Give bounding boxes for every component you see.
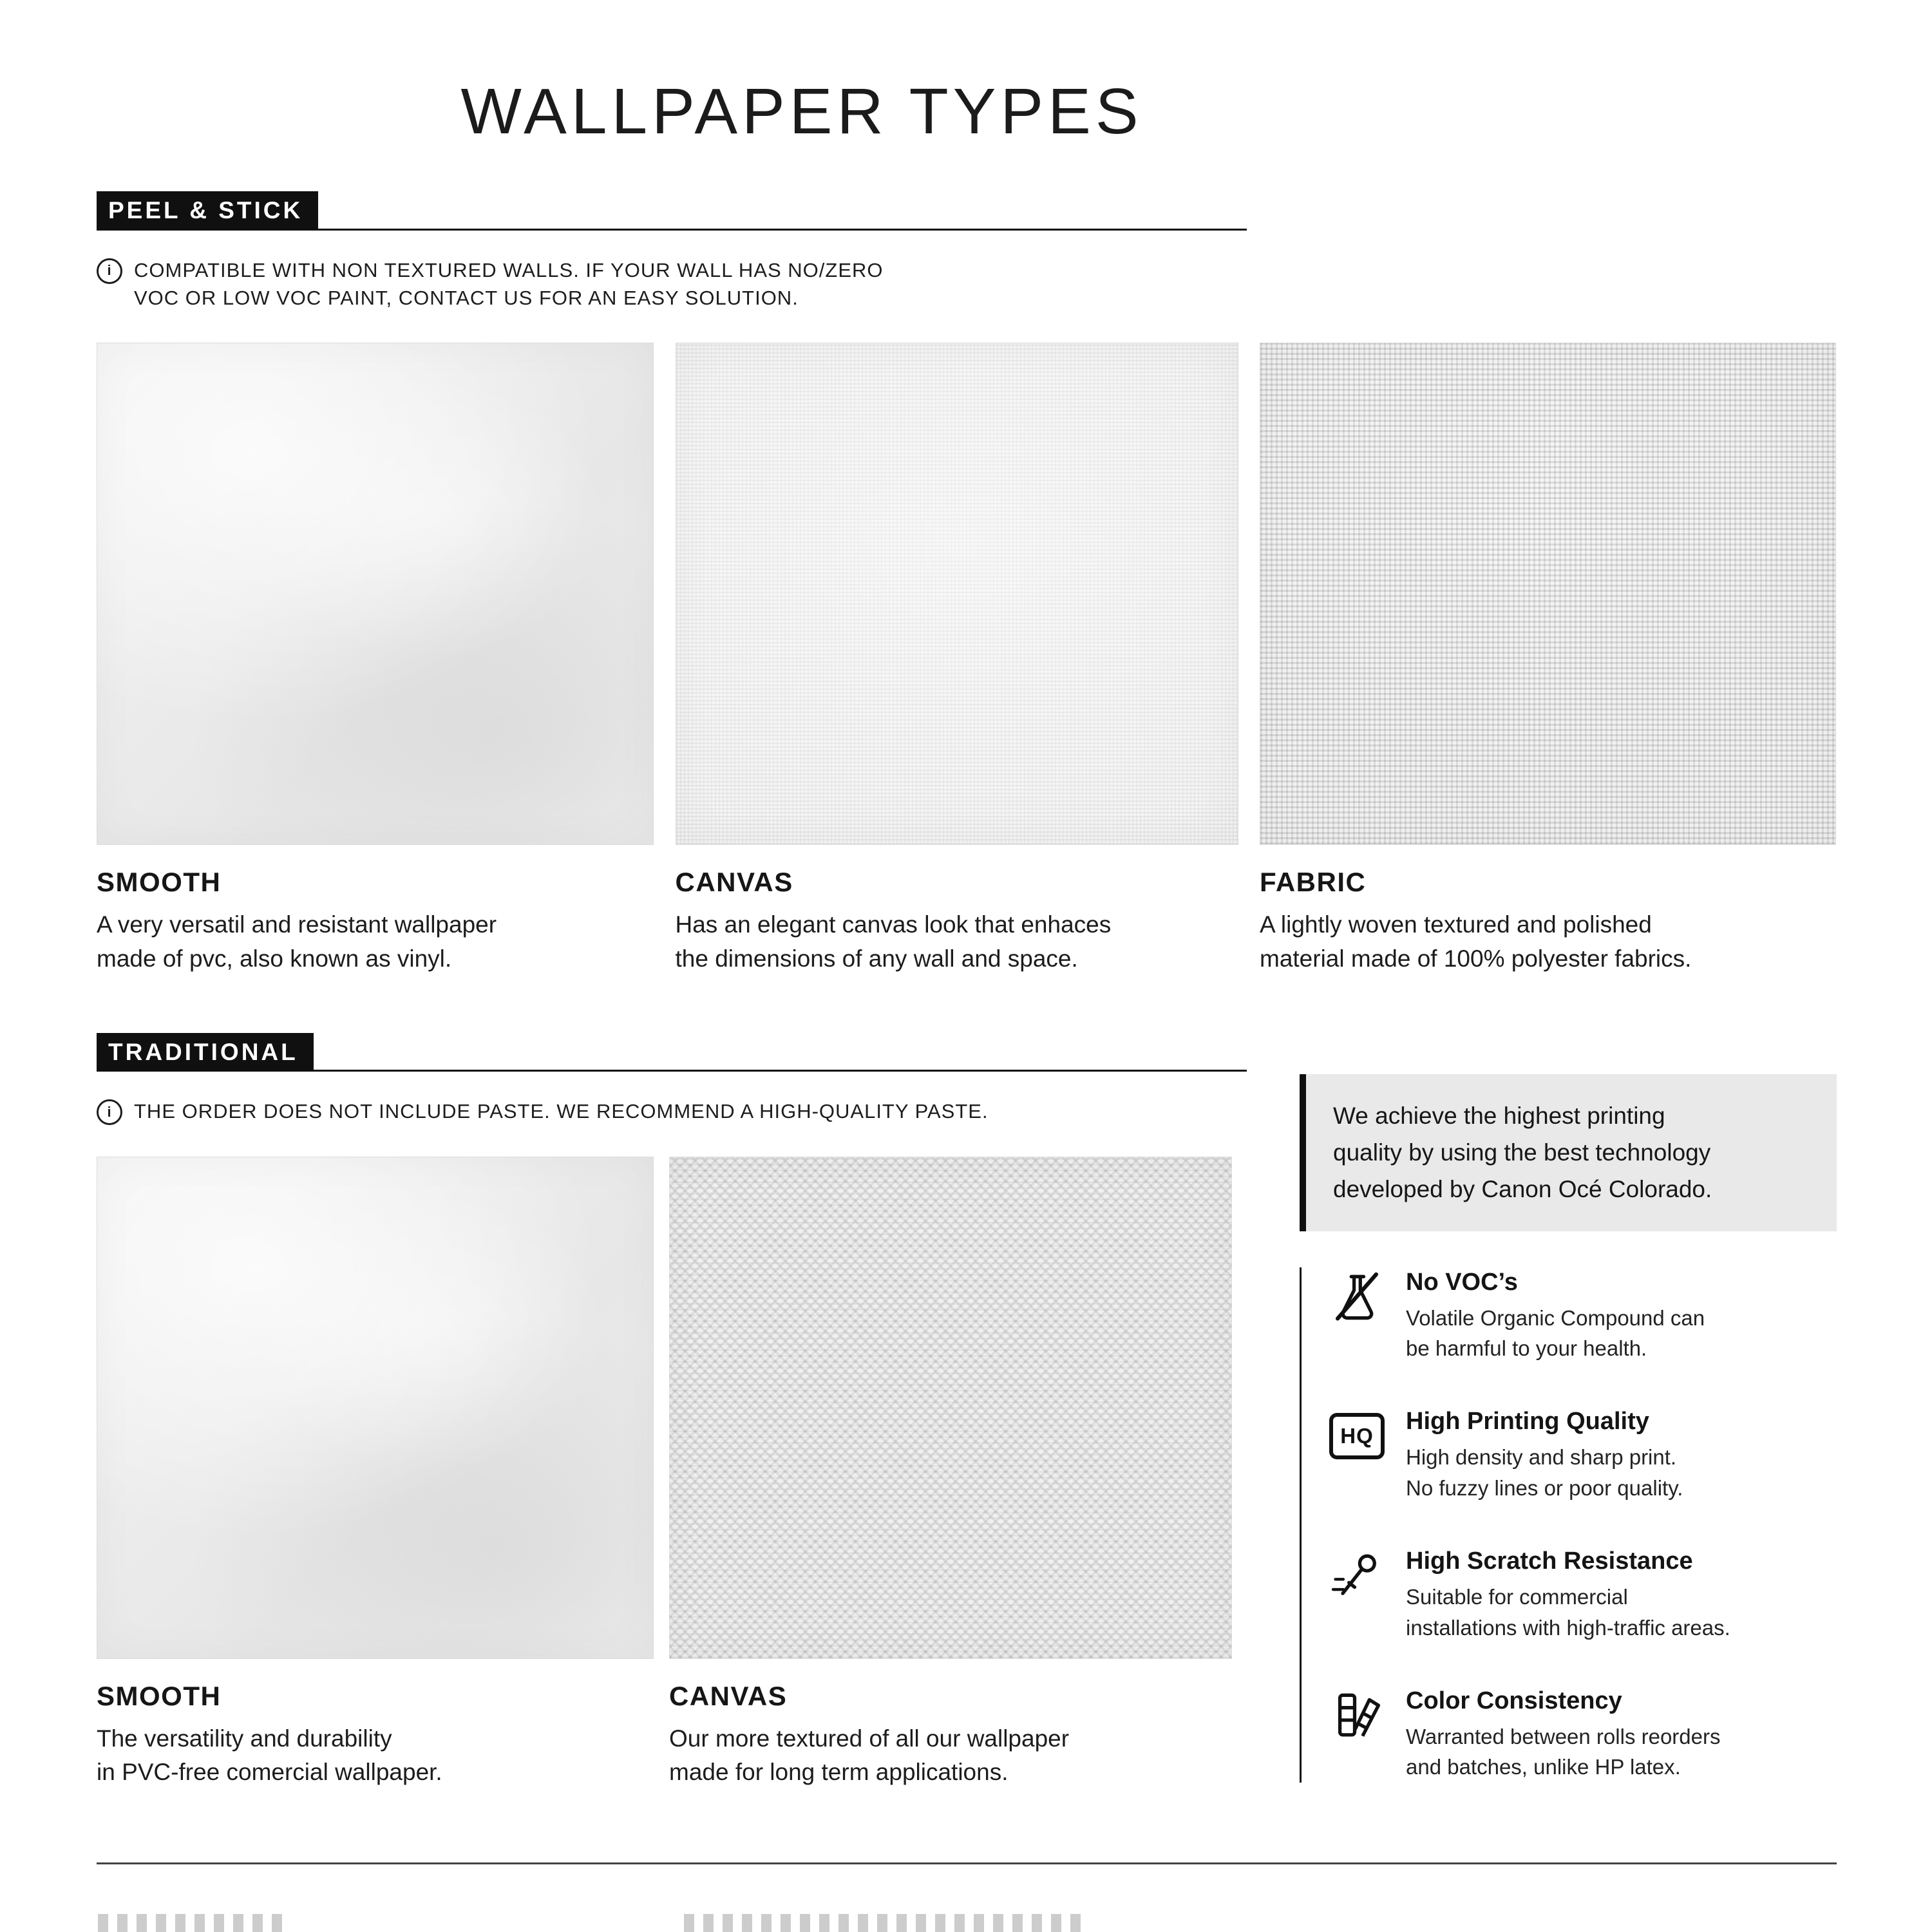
- desc-line: the dimensions of any wall and space.: [675, 945, 1078, 972]
- swatch-card-canvas-traditional: [669, 1157, 1232, 1790]
- swatch-name: CANVAS: [669, 1680, 788, 1711]
- swatch-image-canvas: [676, 343, 1238, 845]
- feature-title: No VOC’s: [1406, 1268, 1518, 1296]
- swatch-description: [97, 1722, 654, 1790]
- desc-line: made for long term applications.: [669, 1759, 1009, 1786]
- desc-line: material made of 100% polyester fabrics.: [1260, 945, 1692, 972]
- desc-line: No fuzzy lines or poor quality.: [1406, 1476, 1683, 1501]
- feature-description: [1406, 1582, 1730, 1643]
- swatch-description: [1260, 908, 1836, 976]
- swatch-image-canvas-traditional: [669, 1157, 1232, 1659]
- swatch-name: SMOOTH: [97, 867, 222, 898]
- desc-line: Volatile Organic Compound can: [1406, 1305, 1705, 1330]
- swatch-name: CANVAS: [675, 867, 793, 898]
- info-icon: [97, 1099, 122, 1125]
- section-tag-traditional: TRADITIONAL: [97, 1033, 314, 1072]
- statement-line: developed by Canon Océ Colorado.: [1333, 1176, 1712, 1203]
- cropped-text-fragment: [684, 1914, 1083, 1932]
- no-voc-icon: [1327, 1267, 1387, 1327]
- section-tag-peel-stick: PEEL & STICK: [97, 191, 318, 231]
- hq-icon-label: HQ: [1329, 1413, 1385, 1459]
- traditional-swatch-row: [97, 1157, 1249, 1790]
- feature-title: High Printing Quality: [1406, 1408, 1649, 1435]
- feature-high-printing-quality: [1327, 1406, 1837, 1504]
- page-title: WALLPAPER TYPES: [460, 75, 1143, 147]
- traditional-section: [97, 1033, 1836, 1790]
- desc-line: made of pvc, also known as vinyl.: [97, 945, 452, 972]
- note-line: COMPATIBLE WITH NON TEXTURED WALLS. IF YOUR WALL HAS NO/ZERO: [134, 258, 884, 281]
- desc-line: Suitable for commercial: [1406, 1584, 1628, 1609]
- feature-title: Color Consistency: [1406, 1687, 1622, 1714]
- section-rule: [314, 1070, 1247, 1072]
- cropped-text-fragment: [98, 1914, 291, 1932]
- desc-line: A very versatil and resistant wallpaper: [97, 911, 497, 938]
- desc-line: installations with high-traffic areas.: [1406, 1615, 1730, 1640]
- swatch-name: SMOOTH: [97, 1680, 222, 1711]
- swatch-description: [669, 1722, 1232, 1790]
- desc-line: Has an elegant canvas look that enhaces: [675, 911, 1112, 938]
- scratch-icon: [1327, 1546, 1387, 1605]
- desc-line: A lightly woven textured and polished: [1260, 911, 1652, 938]
- swatch-card-smooth-traditional: [97, 1157, 654, 1790]
- feature-description: [1406, 1721, 1721, 1783]
- desc-line: Warranted between rolls reorders: [1406, 1724, 1721, 1748]
- swatchbook-icon: [1327, 1686, 1387, 1745]
- statement-line: We achieve the highest printing: [1333, 1102, 1665, 1129]
- section-header-traditional: [97, 1033, 1247, 1072]
- swatch-name: FABRIC: [1260, 867, 1367, 898]
- swatch-image-fabric: [1260, 343, 1836, 845]
- note-line: THE ORDER DOES NOT INCLUDE PASTE. WE RECOMMEND A HIGH-QUALITY PASTE.: [134, 1100, 989, 1123]
- feature-no-voc: [1327, 1267, 1837, 1365]
- feature-color-consistency: [1327, 1686, 1837, 1783]
- desc-line: High density and sharp print.: [1406, 1445, 1677, 1470]
- note-line: VOC OR LOW VOC PAINT, CONTACT US FOR AN EASY SOLUTION.: [134, 287, 799, 310]
- traditional-note-text: [134, 1097, 989, 1125]
- feature-list: [1300, 1267, 1837, 1783]
- desc-line: The versatility and durability: [97, 1725, 392, 1752]
- feature-high-scratch-resistance: [1327, 1546, 1837, 1643]
- hq-icon: [1327, 1406, 1387, 1466]
- desc-line: Our more textured of all our wallpaper: [669, 1725, 1070, 1752]
- desc-line: and batches, unlike HP latex.: [1406, 1755, 1681, 1779]
- section-header-peel-stick: [97, 191, 1247, 231]
- desc-line: be harmful to your health.: [1406, 1336, 1647, 1361]
- peel-stick-swatch-row: [97, 343, 1836, 976]
- info-icon: [97, 258, 122, 284]
- bottom-divider: [97, 1862, 1837, 1864]
- swatch-card-fabric: [1260, 343, 1836, 976]
- quality-panel: [1300, 1074, 1837, 1826]
- peel-stick-note-text: [134, 256, 884, 312]
- swatch-description: [676, 908, 1238, 976]
- peel-stick-note: [97, 256, 1836, 312]
- statement-line: quality by using the best technology: [1333, 1139, 1711, 1166]
- swatch-description: [97, 908, 654, 976]
- swatch-card-smooth: [97, 343, 654, 976]
- feature-description: [1406, 1442, 1683, 1504]
- feature-title: High Scratch Resistance: [1406, 1547, 1693, 1575]
- swatch-image-smooth-traditional: [97, 1157, 654, 1659]
- section-rule: [318, 229, 1247, 231]
- quality-statement: [1300, 1074, 1837, 1231]
- swatch-image-smooth: [97, 343, 654, 845]
- desc-line: in PVC-free comercial wallpaper.: [97, 1759, 442, 1786]
- feature-description: [1406, 1303, 1705, 1365]
- swatch-card-canvas: [676, 343, 1238, 976]
